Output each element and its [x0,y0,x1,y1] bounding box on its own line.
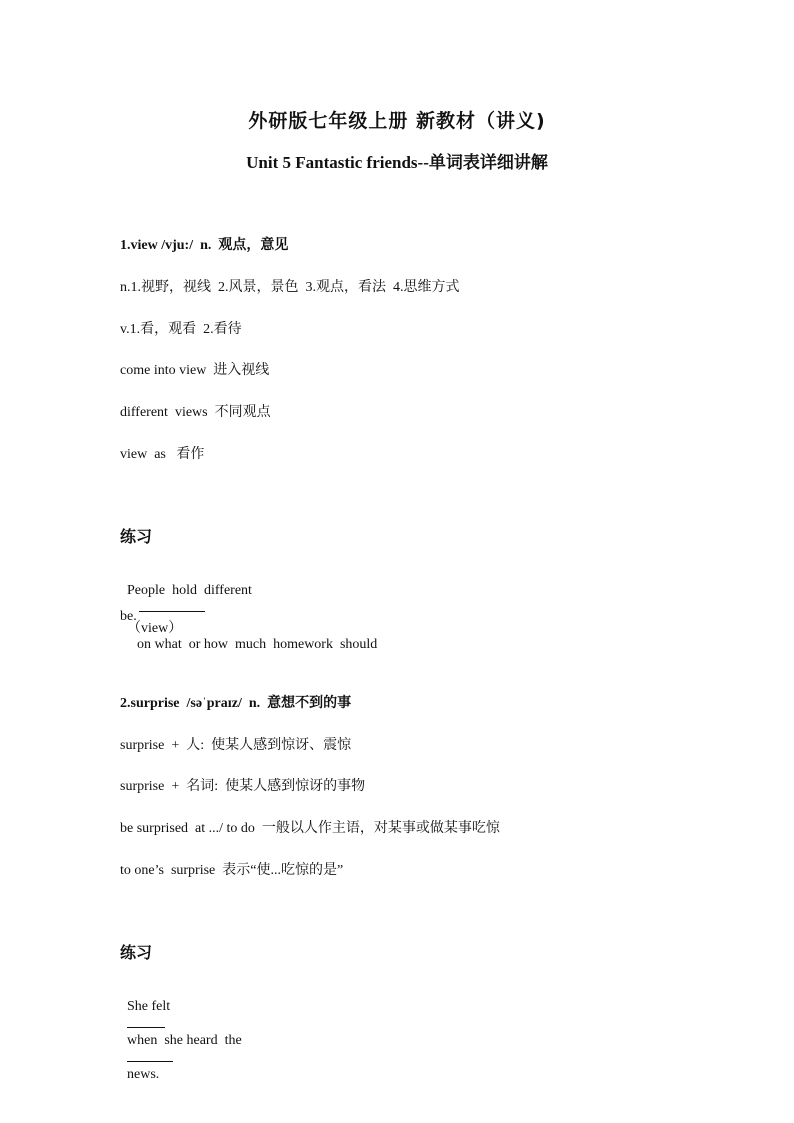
exercise-sentence [120,567,377,653]
exercise-text: People hold different [127,583,252,598]
exercise-text: She felt [127,999,171,1014]
answer-blank[interactable] [139,599,205,612]
document-subtitle: Unit 5 Fantastic friends--单词表详细讲解 [246,153,548,172]
phrase-line: view as 看作 [120,447,205,462]
answer-blank[interactable] [127,1015,165,1028]
exercise-continuation: be. [120,609,137,624]
exercise-hint: （view） [127,621,183,636]
definition-line: n.1.视野，视线 2.风景，景色 3.观点，看法 4.思维方式 [120,280,460,295]
usage-line: to one’s surprise 表示“使...吃惊的是” [120,863,344,878]
usage-line: surprise + 名词: 使某人感到惊讶的事物 [120,779,366,794]
phrase-line: different views 不同观点 [120,405,271,420]
practice-heading: 练习 [120,527,153,546]
definition-line: v.1.看，观看 2.看待 [120,322,242,337]
usage-line: surprise + 人: 使某人感到惊讶、震惊 [120,738,352,753]
document-title: 外研版七年级上册 新教材（讲义) [248,110,546,132]
phrase-line: come into view 进入视线 [120,363,270,378]
section-2-heading: 2.surprise /səˈpraɪz/ n. 意想不到的事 [120,696,352,711]
exercise-text: when she heard the [127,1033,242,1048]
section-1-heading: 1.view /vju:/ n. 观点，意见 [120,238,289,253]
practice-heading: 练习 [120,943,153,962]
exercise-sentence [120,983,242,1083]
answer-blank[interactable] [127,1049,173,1062]
exercise-text: on what or how much homework should [137,637,378,652]
usage-line: be surprised at .../ to do 一般以人作主语，对某事或做某事吃惊 [120,821,500,836]
exercise-text: news. [127,1067,160,1082]
